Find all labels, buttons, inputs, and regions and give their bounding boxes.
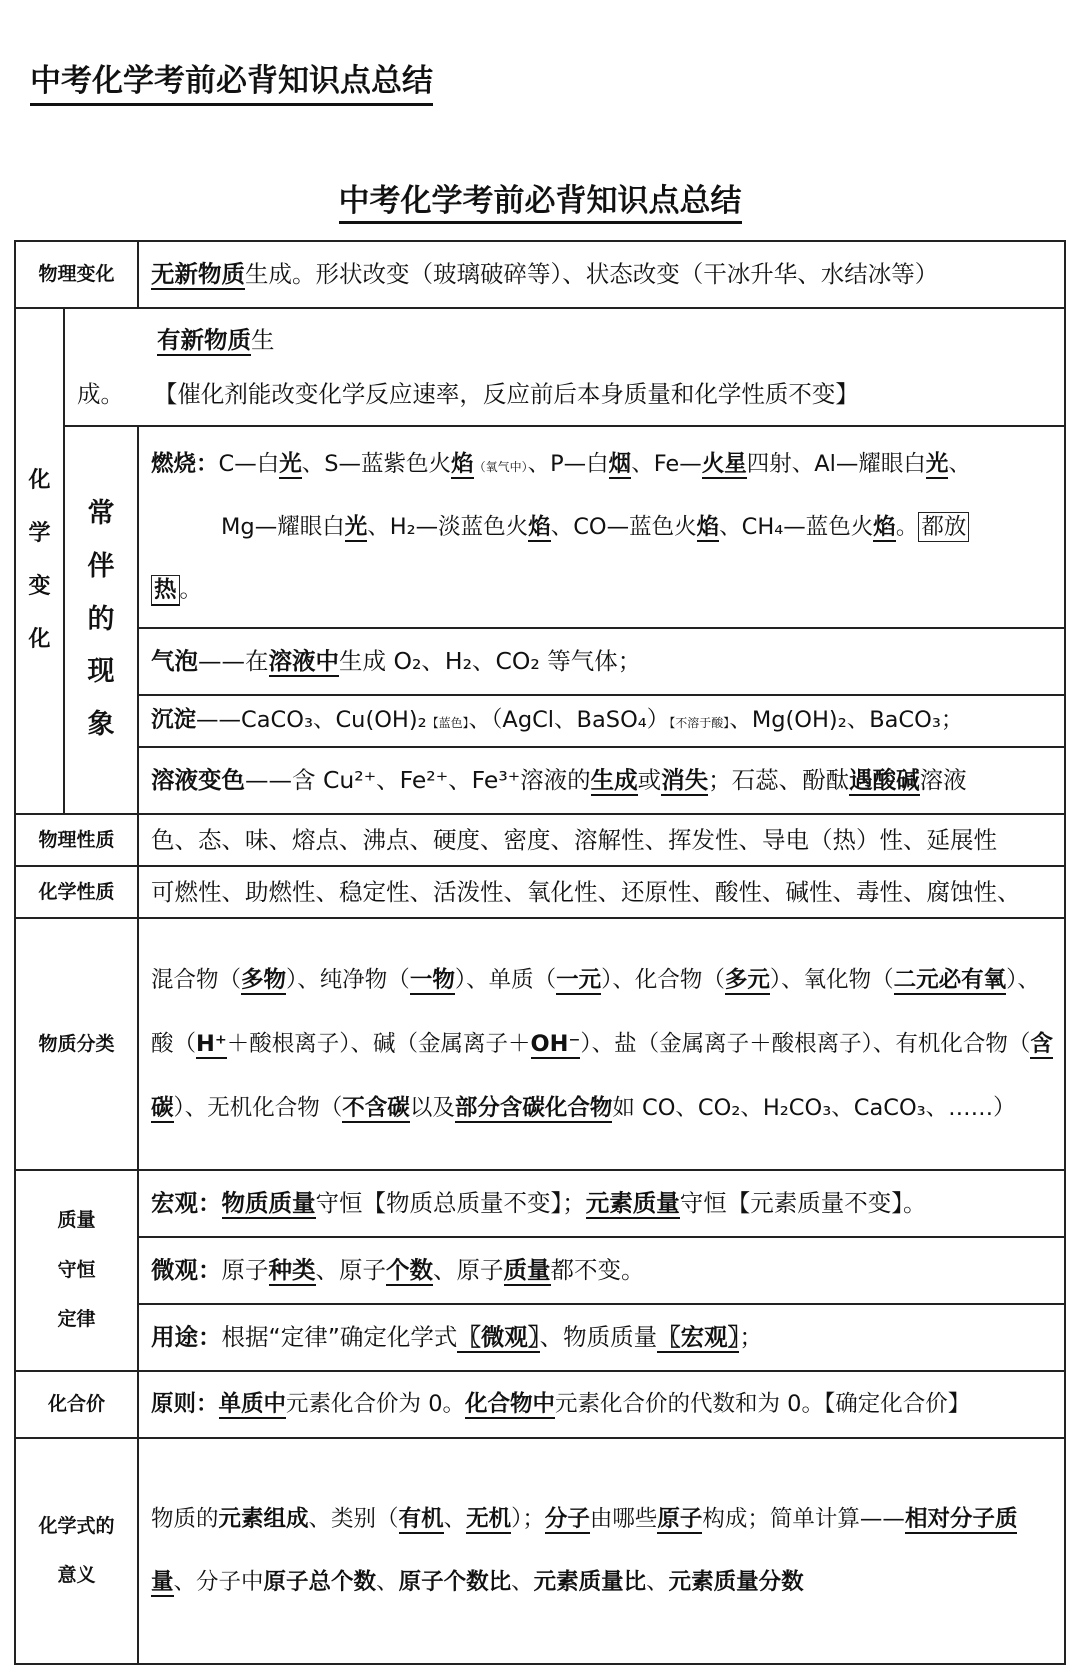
keyword: 原子个数比 xyxy=(398,1569,512,1595)
knowledge-table xyxy=(14,240,1066,1665)
text: ）、纯净物（ xyxy=(286,966,410,993)
row-color-change xyxy=(15,747,1065,814)
document-title: 中考化学考前必背知识点总结 xyxy=(30,62,433,106)
label-char: 学 xyxy=(28,521,51,547)
row-chemical-change-intro xyxy=(15,308,1065,426)
text: 、（AgCl、BaSO₄） xyxy=(468,707,670,734)
mass-use-content xyxy=(138,1304,1065,1371)
physical-property-content: 色、态、味、熔点、沸点、硬度、密度、溶解性、挥发性、导电（热）性、延展性 xyxy=(138,814,1065,866)
text: 由哪些 xyxy=(589,1506,658,1532)
physical-change-content xyxy=(138,241,1065,308)
keyword: 无新物质 xyxy=(151,260,246,289)
text: ——含 Cu²⁺、Fe²⁺、Fe³⁺溶液的 xyxy=(245,766,591,795)
text: 、原子 xyxy=(433,1256,504,1285)
keyword: 化合物中 xyxy=(465,1390,556,1417)
heading: 用途： xyxy=(151,1323,222,1352)
keyword: 含碳 xyxy=(151,1030,1053,1122)
text: 。 xyxy=(895,513,919,540)
keyword: 质量 xyxy=(503,1256,551,1285)
label-char: 常 xyxy=(87,498,115,530)
text: 、分子中 xyxy=(173,1569,264,1595)
text: 根据“定律”确定化学式 xyxy=(221,1323,458,1352)
table-title-wrap xyxy=(0,182,1080,221)
boxed-keyword: 热 xyxy=(151,575,180,606)
text: 、P—白 xyxy=(527,450,609,477)
bubbles-content xyxy=(138,628,1065,695)
label-phenomena xyxy=(64,426,138,814)
mass-macro-content xyxy=(138,1170,1065,1237)
text: 、类别（ xyxy=(308,1506,399,1532)
label-valence: 化合价 xyxy=(15,1371,138,1438)
text: 守恒【元素质量不变】。 xyxy=(679,1189,927,1218)
label-line: 定律 xyxy=(57,1308,96,1331)
keyword: 有机 xyxy=(398,1506,444,1532)
text: 、物质质量 xyxy=(539,1323,658,1352)
text: C—白 xyxy=(218,450,280,477)
text: ）、无机化合物（ xyxy=(173,1095,343,1122)
keyword: 元素质量比 xyxy=(533,1569,647,1595)
text: 元素化合价的代数和为 0。【确定化合价】 xyxy=(555,1390,971,1417)
heading: 微观： xyxy=(151,1256,222,1285)
keyword: OH⁻ xyxy=(530,1030,581,1057)
text: 构成；简单计算—— xyxy=(702,1506,905,1532)
row-formula-meaning xyxy=(15,1438,1065,1664)
label-char: 象 xyxy=(87,708,115,740)
heading: 宏观： xyxy=(151,1189,222,1218)
keyword: 物质质量 xyxy=(221,1189,316,1218)
table-title: 中考化学考前必背知识点总结 xyxy=(339,183,742,224)
text: 如 CO、CO₂、H₂CO₃、CaCO₃、……） xyxy=(612,1095,1016,1122)
keyword: 元素质量分数 xyxy=(668,1569,804,1595)
text: 溶液 xyxy=(919,766,967,795)
text: ——在 xyxy=(198,647,269,676)
label-classification: 物质分类 xyxy=(15,918,138,1170)
text: 守恒【物质总质量不变】； xyxy=(315,1189,586,1218)
label-line: 守恒 xyxy=(57,1258,96,1281)
text: 生成。 xyxy=(77,325,275,408)
keyword: 一物 xyxy=(409,966,455,993)
text: 混合物（ xyxy=(151,966,242,993)
text: 、 xyxy=(376,1569,399,1595)
keyword: 溶液中 xyxy=(268,647,340,676)
keyword: 相对分子质量 xyxy=(151,1506,1018,1595)
label-line: 化学式的 xyxy=(38,1514,115,1537)
keyword: 焰 xyxy=(528,513,551,540)
keyword: 消失 xyxy=(661,766,709,795)
text: ）； xyxy=(511,1506,545,1532)
text: ）、氧化物（ xyxy=(769,966,894,993)
label-chemical-property: 化学性质 xyxy=(15,866,138,918)
keyword: 个数 xyxy=(386,1256,434,1285)
color-change-content xyxy=(138,747,1065,814)
keyword: 原子总个数 xyxy=(263,1569,377,1595)
row-valence xyxy=(15,1371,1065,1438)
keyword: 分子 xyxy=(544,1506,590,1532)
row-bubbles xyxy=(15,628,1065,695)
keyword: 二元必有氧 xyxy=(893,966,1007,993)
label-physical-property: 物理性质 xyxy=(15,814,138,866)
heading: 原则： xyxy=(151,1390,219,1417)
keyword: 不含碳 xyxy=(342,1095,410,1122)
row-precipitate xyxy=(15,695,1065,747)
keyword: 生成 xyxy=(590,766,638,795)
note: （氧气中） xyxy=(473,459,528,474)
text: 、 xyxy=(646,1569,669,1595)
keyword: 多物 xyxy=(241,966,287,993)
text: 、 xyxy=(948,450,971,477)
keyword: 无机 xyxy=(466,1506,512,1532)
keyword: 单质中 xyxy=(218,1390,287,1417)
row-physical-change xyxy=(15,241,1065,308)
label-char: 化 xyxy=(28,626,51,652)
keyword: 种类 xyxy=(268,1256,316,1285)
label-char: 的 xyxy=(87,603,115,635)
text: 都不变。 xyxy=(550,1256,645,1285)
chemical-property-content: 可燃性、助燃性、稳定性、活泼性、氧化性、还原性、酸性、碱性、毒性、腐蚀性、 xyxy=(138,866,1065,918)
text: ——CaCO₃、Cu(OH)₂ xyxy=(196,707,427,734)
row-physical-property xyxy=(15,814,1065,866)
chemical-change-intro xyxy=(64,308,1065,426)
row-mass-use xyxy=(15,1304,1065,1371)
text: ）、化合物（ xyxy=(601,966,725,993)
label-physical-change: 物理变化 xyxy=(15,241,138,308)
classification-content xyxy=(138,918,1065,1170)
keyword: 光 xyxy=(279,450,302,477)
keyword: 〖宏观〗 xyxy=(657,1323,740,1352)
label-char: 化 xyxy=(28,468,51,494)
text: 、CH₄—蓝色火 xyxy=(719,513,874,540)
heading: 溶液变色 xyxy=(151,766,246,795)
keyword: 光 xyxy=(925,450,949,477)
text: 、Mg(OH)₂、BaCO₃； xyxy=(729,707,964,734)
text: 物质的 xyxy=(151,1506,219,1532)
label-formula-meaning xyxy=(15,1438,138,1664)
keyword: 元素组成 xyxy=(218,1506,309,1532)
mass-micro-content xyxy=(138,1237,1065,1304)
text: 、S—蓝紫色火 xyxy=(301,450,452,477)
text: 以及 xyxy=(409,1095,455,1122)
label-line: 质量 xyxy=(57,1209,96,1232)
text: 四射、Al—耀眼白 xyxy=(746,450,926,477)
keyword: 焰 xyxy=(451,450,474,477)
keyword: 火星 xyxy=(701,450,747,477)
row-mass-macro xyxy=(15,1170,1065,1237)
row-classification xyxy=(15,918,1065,1170)
text: ；石蕊、酚酞 xyxy=(708,766,850,795)
text: 原子 xyxy=(221,1256,269,1285)
keyword: 遇酸碱 xyxy=(849,766,920,795)
keyword: 元素质量 xyxy=(585,1189,680,1218)
heading: 气泡 xyxy=(151,647,199,676)
keyword: 多元 xyxy=(724,966,770,993)
combustion-content xyxy=(138,426,1065,628)
note: 【不溶于酸】 xyxy=(669,716,730,731)
text: 、CO—蓝色火 xyxy=(550,513,697,540)
text: 。 xyxy=(179,576,203,603)
boxed-text: 都放 xyxy=(918,512,969,542)
label-chemical-change xyxy=(15,308,64,814)
text: ）、酸（ xyxy=(151,966,1040,1057)
keyword: 光 xyxy=(344,513,368,540)
label-char: 伴 xyxy=(87,551,115,583)
label-line: 意义 xyxy=(57,1564,96,1586)
note: 【蓝色】 xyxy=(426,716,469,731)
row-combustion xyxy=(15,426,1065,628)
valence-content xyxy=(138,1371,1065,1438)
label-mass-conservation xyxy=(15,1170,138,1371)
text: 、 xyxy=(511,1569,534,1595)
label-char: 变 xyxy=(28,574,51,599)
formula-meaning-content xyxy=(138,1438,1065,1664)
keyword: H⁺ xyxy=(196,1030,227,1057)
text: 、Fe— xyxy=(631,450,702,477)
text: 、 xyxy=(443,1506,467,1532)
text: 、H₂—淡蓝色火 xyxy=(367,513,529,540)
text: ）、盐（金属离子＋酸根离子）、有机化合物（ xyxy=(580,1030,1031,1057)
keyword: 一元 xyxy=(556,966,602,993)
text: ）、单质（ xyxy=(454,966,557,993)
heading: 沉淀 xyxy=(151,707,197,734)
label-char: 现 xyxy=(87,656,115,688)
text: 元素化合价为 0。 xyxy=(286,1390,466,1417)
text: 生成 O₂、H₂、CO₂ 等气体； xyxy=(339,647,642,676)
text: 、原子 xyxy=(315,1256,387,1285)
keyword: 焰 xyxy=(873,513,896,540)
text: ； xyxy=(739,1323,763,1352)
keyword: 有新物质 xyxy=(157,325,251,354)
text: ＋酸根离子）、碱（金属离子＋ xyxy=(226,1030,531,1057)
row-mass-micro xyxy=(15,1237,1065,1304)
keyword: 部分含碳化合物 xyxy=(454,1095,613,1122)
keyword: 原子 xyxy=(657,1506,703,1532)
text: Mg—耀眼白 xyxy=(221,513,345,540)
row-chemical-property xyxy=(15,866,1065,918)
text: 生成。形状改变（玻璃破碎等）、状态改变（干冰升华、水结冰等） xyxy=(245,260,939,289)
text: 【催化剂能改变化学反应速率，反应前后本身质量和化学性质不变】 xyxy=(153,380,859,408)
keyword: 〖微观〗 xyxy=(457,1323,540,1352)
text: 或 xyxy=(637,766,662,795)
keyword: 烟 xyxy=(608,450,632,477)
keyword: 焰 xyxy=(696,513,720,540)
precipitate-content xyxy=(138,695,1065,747)
heading: 燃烧： xyxy=(151,450,219,477)
